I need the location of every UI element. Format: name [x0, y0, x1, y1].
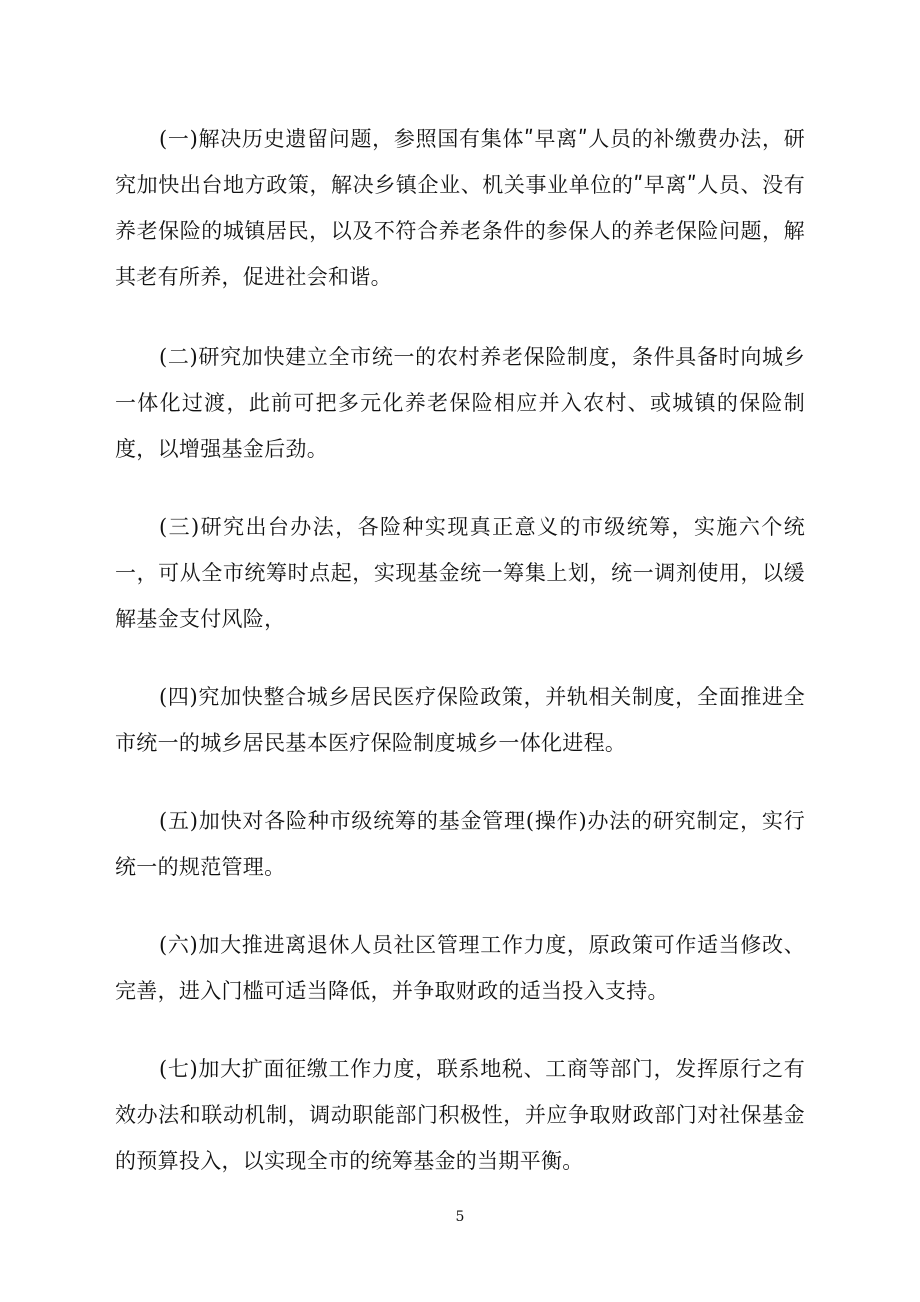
paragraph-6: (六)加大推进离退休人员社区管理工作力度，原政策可作适当修改、完善，进入门槛可适当降低，并争取财政的适当投入支持。 [115, 933, 805, 1003]
paragraph-2: (二)研究加快建立全市统一的农村养老保险制度，条件具备时向城乡一体化过渡，此前可把多元化养老保险相应并入农村、或城镇的保险制度，以增强基金后劲。 [115, 345, 805, 461]
paragraph-5: (五)加快对各险种市级统筹的基金管理(操作)办法的研究制定，实行统一的规范管理。 [115, 809, 805, 879]
document-body [115, 116, 805, 1216]
paragraph-3: (三)研究出台办法，各险种实现真正意义的市级统筹，实施六个统一，可从全市统筹时点起，实现基金统一筹集上划，统一调剂使用，以缓解基金支付风险， [115, 515, 805, 631]
page-number: 5 [455, 1209, 465, 1225]
paragraph-1: (一)解决历史遗留问题，参照国有集体ʺ早离ʺ人员的补缴费办法，研究加快出台地方政策，解决乡镇企业、机关事业单位的ʺ早离ʺ人员、没有养老保险的城镇居民，以及不符合养老条件的参保人的养老保险问题，解其老有所养，促进社会和谐。 [115, 127, 805, 289]
paragraph-4: (四)究加快整合城乡居民医疗保险政策，并轨相关制度，全面推进全市统一的城乡居民基本医疗保险制度城乡一体化进程。 [115, 685, 805, 755]
paragraph-7: (七)加大扩面征缴工作力度，联系地税、工商等部门，发挥原行之有效办法和联动机制，调动职能部门积极性，并应争取财政部门对社保基金的预算投入，以实现全市的统筹基金的当期平衡。 [115, 1057, 805, 1173]
